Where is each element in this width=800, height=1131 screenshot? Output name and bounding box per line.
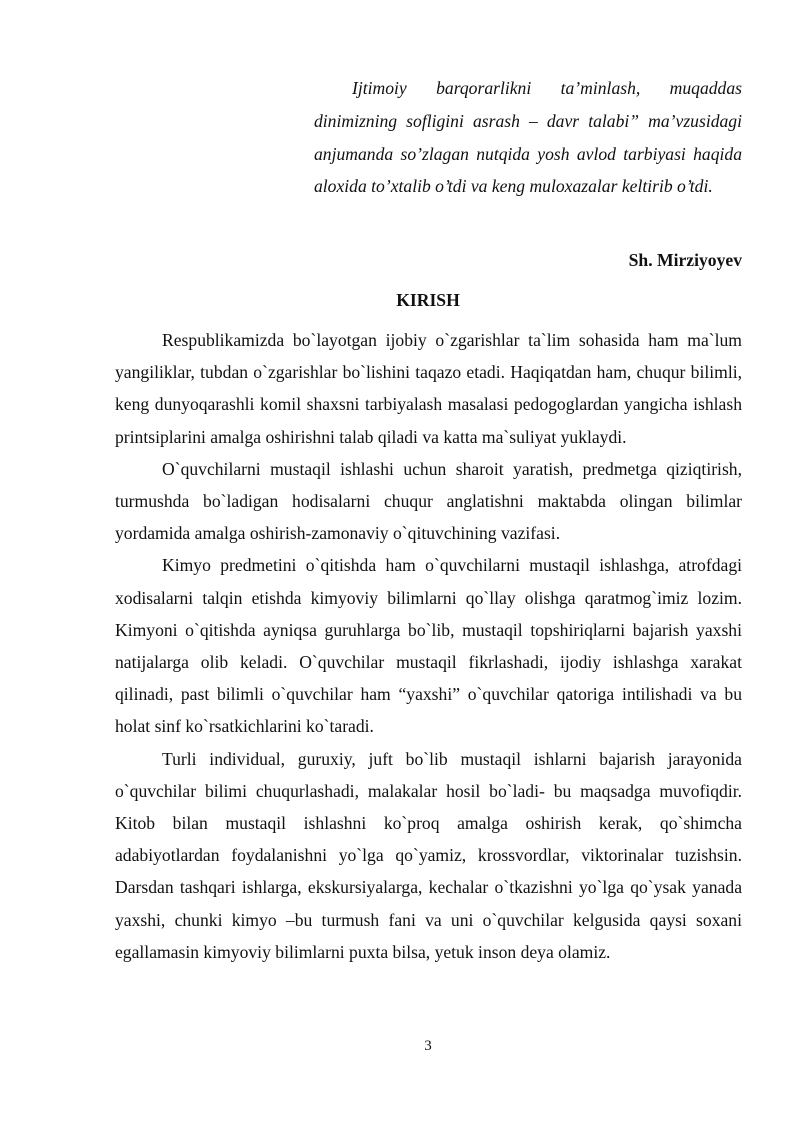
section-body bbox=[115, 324, 742, 968]
paragraph: O`quvchilarni mustaqil ishlashi uchun sharoit yaratish, predmetga qiziqtirish, turmushda bo`ladigan hodisalarni chuqur anglatishni maktabda olingan bilimlar yordamida amalga oshirish-zamonaviy o`qituvchining vazifasi. bbox=[115, 458, 742, 544]
epigraph bbox=[314, 72, 742, 203]
paragraph: Kimyo predmetini o`qitishda ham o`quvchilarni mustaqil ishlashga, atrofdagi xodisalarni talqin etishda kimyoviy bilimlarni qo`llay olishga qaratmog`imiz lozim. Kimyoni o`qitishda ayniqsa guruhlarga bo`lib, mustaqil topshiriqlarni bajarish yaxshi natijalarga olib keladi. O`quvchilar mustaqil fikrlashadi, ijodiy ishlashga xarakat qilinadi, past bilimli o`quvchilar ham “yaxshi” o`quvchilar qatoriga intilishadi va bu holat sinf ko`rsatkichlarini ko`taradi. bbox=[115, 555, 742, 737]
paragraph: Turli individual, guruxiy, juft bo`lib mustaqil ishlarni bajarish jarayonida o`quvchilar bilimi chuqurlashadi, malakalar hosil bo`ladi- bu maqsadga muvofiqdir. Kitob bilan mustaqil ishlashni ko`proq amalga oshirish kerak, qo`shimcha adabiyotlardan foydalanishni yo`lga qo`yamiz, krossvordlar, viktorinalar tuzishsin. Darsdan tashqari ishlarga, ekskursiyalarga, kechalar o`tkazishni yo`lga qo`ysak yanada yaxshi, chunki kimyo –bu turmush fani va uni o`quvchilar kelgusida qaysi soxani egallamasin kimyoviy bilimlarni puxta bilsa, yetuk inson deya olamiz. bbox=[115, 748, 742, 962]
section-heading: KIRISH bbox=[396, 290, 460, 310]
page-number: 3 bbox=[424, 1038, 432, 1054]
paragraph: Respublikamizda bo`layotgan ijobiy o`zgarishlar ta`lim sohasida ham ma`lum yangiliklar, tubdan o`zgarishlar bo`lishini taqazo etadi. Haqiqatdan ham, chuqur bilimli, keng dunyoqarashli komil shaxsni tarbiyalash masalasi pedogoglardan yangicha ishlash printsiplarini amalga oshirishni talab qiladi va katta ma`suliyat yuklaydi. bbox=[115, 330, 742, 447]
epigraph-text: Ijtimoiy barqorarlikni ta’minlash, muqaddas dinimizning sofligini asrash – davr talabi” ma’vzusidagi anjumanda so’zlagan nutqida yosh avlod tarbiyasi haqida aloxida to’xtalib o’tdi va keng muloxazalar keltirib o’tdi. bbox=[314, 78, 742, 197]
epigraph-author: Sh. Mirziyoyev bbox=[628, 250, 742, 270]
